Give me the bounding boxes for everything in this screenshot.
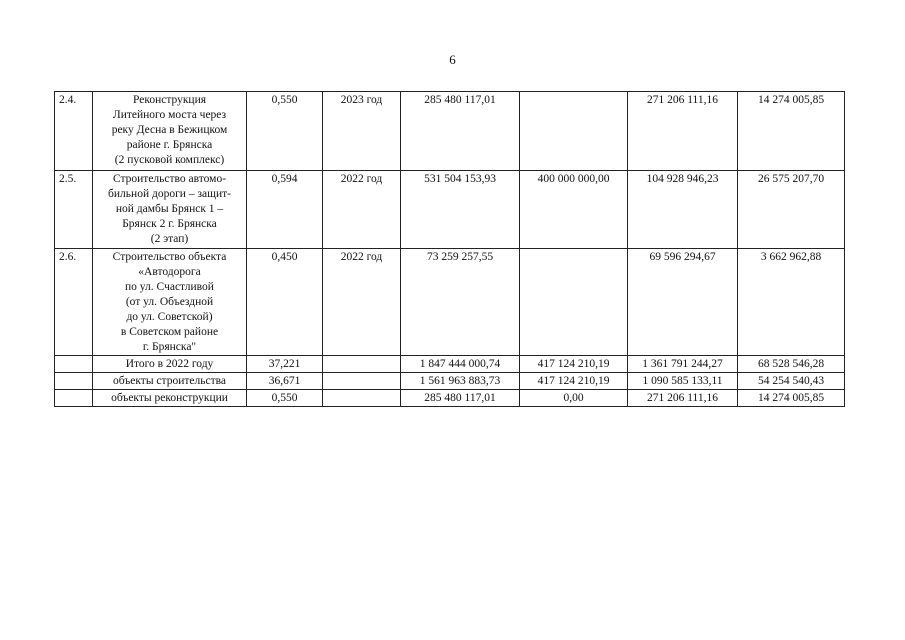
length-km: 0,594 (247, 171, 323, 249)
length-km: 0,550 (247, 92, 323, 171)
length-km: 0,450 (247, 249, 323, 356)
local-amount: 3 662 962,88 (738, 249, 845, 356)
object-name: Строительство объекта «Автодорога по ул. Счастливой (от ул. Объездной до ул. Советской) в Советском районе г. Брянска" (93, 249, 247, 356)
row-number: 2.6. (55, 249, 93, 356)
table-row (55, 249, 845, 356)
total-amount: 73 259 257,55 (401, 249, 520, 356)
totals-row (55, 356, 845, 373)
completion-year: 2023 год (323, 92, 401, 171)
local-amount: 14 274 005,85 (738, 92, 845, 171)
empty-cell (323, 373, 401, 390)
row-number: 2.4. (55, 92, 93, 171)
totals-label: Итого в 2022 году (93, 356, 247, 373)
federal-amount: 400 000 000,00 (520, 171, 628, 249)
row-number: 2.5. (55, 171, 93, 249)
totals-row (55, 390, 845, 407)
total-amount: 285 480 117,01 (401, 390, 520, 407)
regional-amount: 271 206 111,16 (628, 390, 738, 407)
regional-amount: 1 090 585 133,11 (628, 373, 738, 390)
regional-amount: 1 361 791 244,27 (628, 356, 738, 373)
total-amount: 1 847 444 000,74 (401, 356, 520, 373)
regional-amount: 271 206 111,16 (628, 92, 738, 171)
federal-amount: 417 124 210,19 (520, 373, 628, 390)
regional-amount: 104 928 946,23 (628, 171, 738, 249)
page-number: 6 (449, 52, 456, 67)
local-amount: 68 528 546,28 (738, 356, 845, 373)
length-km: 37,221 (247, 356, 323, 373)
empty-cell (55, 373, 93, 390)
object-name: Строительство автомо- бильной дороги – защит- ной дамбы Брянск 1 – Брянск 2 г. Брянска (2 этап) (93, 171, 247, 249)
totals-label: объекты реконструкции (93, 390, 247, 407)
federal-amount (520, 92, 628, 171)
local-amount: 14 274 005,85 (738, 390, 845, 407)
regional-amount: 69 596 294,67 (628, 249, 738, 356)
financing-table (54, 91, 845, 407)
completion-year: 2022 год (323, 171, 401, 249)
length-km: 36,671 (247, 373, 323, 390)
table-row (55, 92, 845, 171)
local-amount: 26 575 207,70 (738, 171, 845, 249)
totals-row (55, 373, 845, 390)
empty-cell (55, 356, 93, 373)
total-amount: 285 480 117,01 (401, 92, 520, 171)
completion-year: 2022 год (323, 249, 401, 356)
federal-amount: 0,00 (520, 390, 628, 407)
totals-label: объекты строительства (93, 373, 247, 390)
federal-amount (520, 249, 628, 356)
object-name: Реконструкция Литейного моста через реку Десна в Бежицком районе г. Брянска (2 пусковой комплекс) (93, 92, 247, 171)
total-amount: 1 561 963 883,73 (401, 373, 520, 390)
total-amount: 531 504 153,93 (401, 171, 520, 249)
local-amount: 54 254 540,43 (738, 373, 845, 390)
table-row (55, 171, 845, 249)
empty-cell (323, 390, 401, 407)
empty-cell (323, 356, 401, 373)
federal-amount: 417 124 210,19 (520, 356, 628, 373)
empty-cell (55, 390, 93, 407)
length-km: 0,550 (247, 390, 323, 407)
